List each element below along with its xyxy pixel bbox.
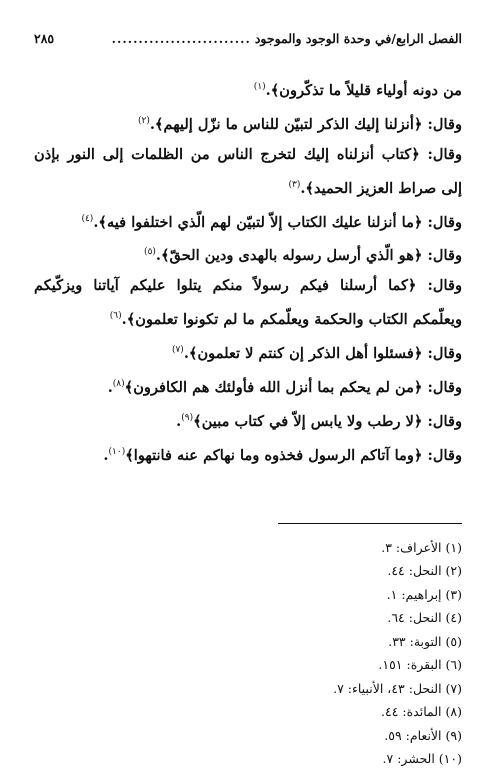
footnote-ref: (٧) [171,345,184,356]
line-trail: . [107,378,113,396]
footnote-ref: (٥) [144,247,156,258]
line-text: ويعلّمكم الكتاب والحكمة ويعلّمكم ما لم تكونوا تعلمون﴾. [121,311,462,329]
footnotes [34,536,462,771]
footnote: (٥) التوبة: ٣٣. [388,633,462,649]
text-line [34,335,462,369]
line-trail: . [176,412,182,430]
page-number: ٢٨٥ [34,31,55,46]
chapter-title: الفصل الرابع/في وحدة الوجود والموجود [254,31,462,46]
text-line [34,403,462,437]
line-text: وقال: ﴿كما أرسلنا فيكم رسولاً منكم يتلوا عليكم آياتنا ويزكّيكم [34,277,462,295]
footnote-ref: (٢) [137,115,150,126]
text-line [34,170,462,204]
line-text: وقال: ﴿وما آتاكم الرسول فخذوه وما نهاكم عنه فانتهوا﴾ [125,446,462,464]
text-line [34,204,462,238]
header-leader-dots: .......................... [111,31,251,46]
text-line [34,237,462,271]
footnote: (٧) النحل: ٤٣، الأنبياء: ٧. [333,680,462,696]
text-line [34,369,462,403]
footnote: (٤) النحل: ٦٤. [387,610,462,626]
line-text: وقال: ﴿لا رطب ولا يابس إلاّ في كتاب مبين﴾ [193,412,462,430]
line-text: وقال: ﴿فسئلوا أهل الذكر إن كنتم لا تعلمون﴾. [183,345,462,363]
footnote: (١٠) الحشر: ٧. [382,751,462,767]
line-text: وقال: ﴿من لم يحكم بما أنزل الله فأولئك هم الكافرون﴾ [124,378,462,396]
line-text: وقال: ﴿كتاب أنزلناه إليك لتخرج الناس من الظلمات إلى النور بإذن [34,145,462,163]
footnote: (٣) إبراهيم: ١. [386,586,462,602]
text-line [34,437,462,471]
footnote: (٦) البقرة: ١٥١. [378,657,462,673]
line-text: وقال: ﴿أنزلنا إليك الذكر لتبيّن للناس ما نزّل إليهم﴾. [149,115,462,133]
footnote-ref: (١٠) [108,446,126,457]
line-trail: . [103,446,109,464]
footnote-ref: (٣) [288,179,301,190]
footnote: (١) الأعراف: ٣. [381,539,462,555]
line-text: وقال: ﴿ما أنزلنا عليك الكتاب إلاّ لتبيّن لهم الّذي اختلفوا فيه﴾. [93,213,462,231]
text-line [34,72,462,106]
footnote-ref: (٤) [81,213,94,224]
body-text [34,72,462,471]
footnote-separator [278,523,462,524]
footnote: (٢) النحل: ٤٤. [387,563,462,579]
line-text: وقال: ﴿هو الّذي أرسل رسوله بالهدى ودين الحقّ﴾. [155,247,462,265]
footnote: (٩) الأنعام: ٥٩. [384,727,462,743]
footnote-ref: (١) [253,82,266,92]
running-header [34,30,462,50]
footnote: (٨) المائدة: ٤٤. [381,704,462,720]
text-line [34,301,462,335]
footnote-ref: (٩) [181,412,194,423]
line-text: من دونه أولياء قليلاً ما تذكّرون﴾. [265,81,462,99]
text-line [34,271,462,301]
text-line [34,106,462,140]
text-line [34,140,462,170]
footnote-ref: (٨) [112,379,125,390]
footnote-ref: (٦) [109,311,122,322]
line-text: إلى صراط العزيز الحميد﴾. [300,179,462,197]
